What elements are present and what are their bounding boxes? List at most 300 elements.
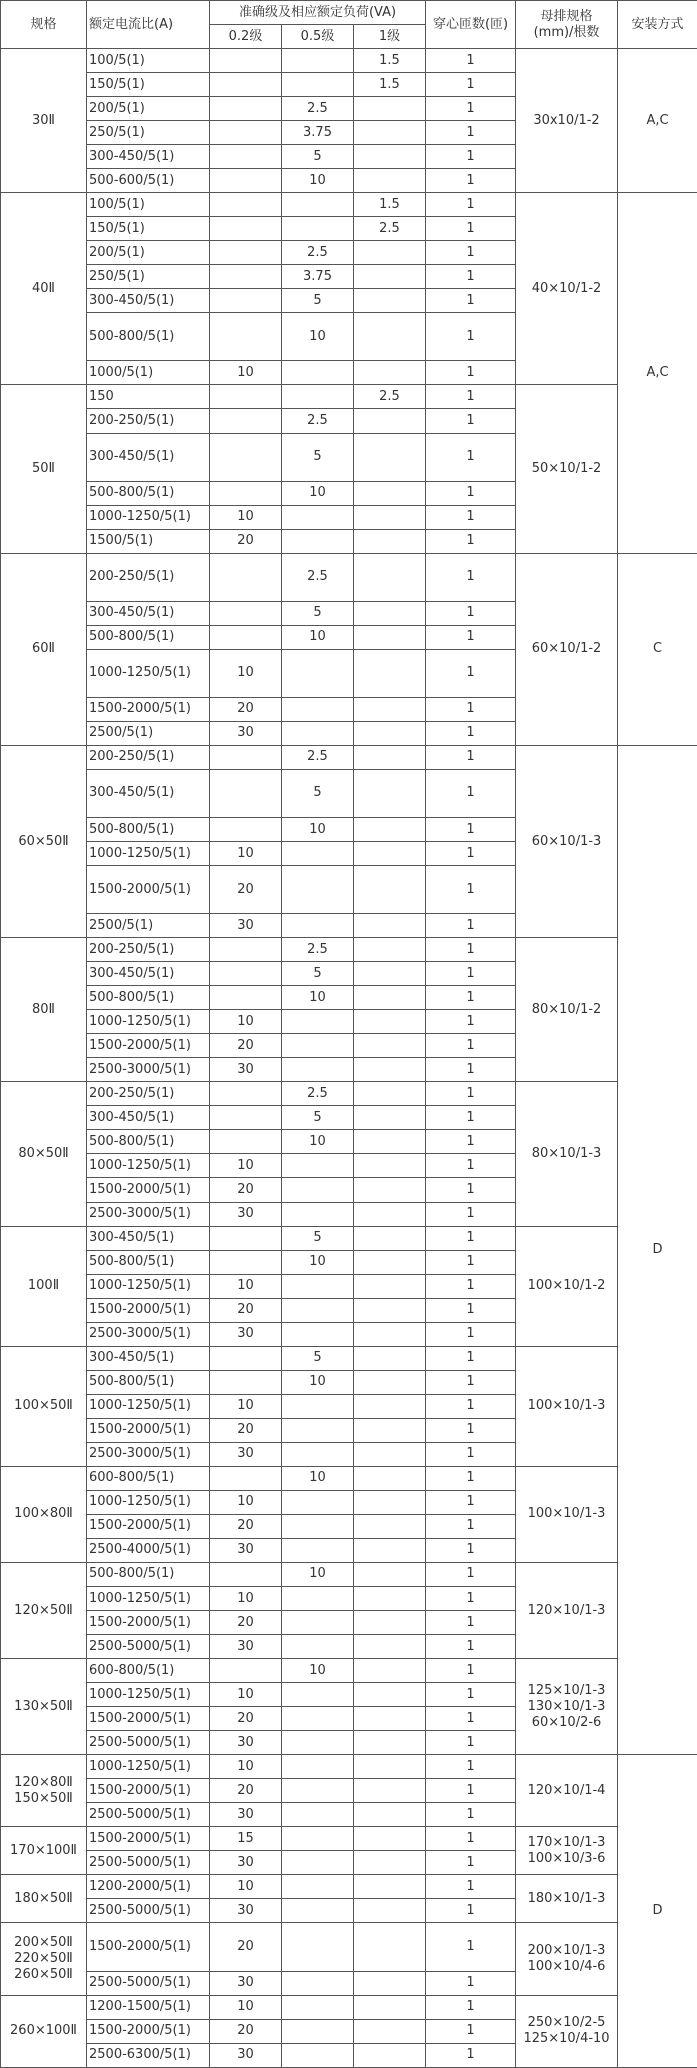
class-02-cell: 20 xyxy=(210,697,282,721)
ratio-cell: 200-250/5(1) xyxy=(87,409,210,433)
ratio-cell: 1500-2000/5(1) xyxy=(87,866,210,914)
table-row xyxy=(1,193,697,217)
class-1-cell xyxy=(354,169,426,193)
class-1-cell xyxy=(354,1707,426,1731)
class-1-cell xyxy=(354,1971,426,1995)
header-busbar-line1: 母排规格 xyxy=(540,8,593,24)
ratio-cell: 1500/5(1) xyxy=(87,529,210,553)
class-05-cell: 5 xyxy=(282,769,354,817)
class-02-cell xyxy=(210,313,282,361)
class-1-cell xyxy=(354,2043,426,2067)
ratio-cell: 300-450/5(1) xyxy=(87,1346,210,1370)
class-1-cell xyxy=(354,697,426,721)
spec-cell xyxy=(1,1923,87,1995)
table-row xyxy=(1,1466,697,1490)
class-02-cell: 20 xyxy=(210,1707,282,1731)
class-1-cell xyxy=(354,1442,426,1466)
ratio-cell: 1000/5(1) xyxy=(87,361,210,385)
turns-cell: 1 xyxy=(426,409,516,433)
class-1-cell xyxy=(354,1827,426,1851)
ratio-cell: 2500-5000/5(1) xyxy=(87,1731,210,1755)
ratio-cell: 500-800/5(1) xyxy=(87,818,210,842)
class-1-cell xyxy=(354,769,426,817)
ratio-cell: 2500-5000/5(1) xyxy=(87,1803,210,1827)
busbar-label: 100×10/1-3 xyxy=(527,1398,606,1414)
turns-cell: 1 xyxy=(426,1683,516,1707)
busbar-label: 125×10/4-10 xyxy=(523,2031,610,2047)
class-1-cell xyxy=(354,1010,426,1034)
ratio-cell: 500-800/5(1) xyxy=(87,1562,210,1586)
table-row xyxy=(1,1659,697,1683)
busbar-cell xyxy=(516,1755,618,1827)
header-turns: 穿心匝数(匝) xyxy=(426,1,516,49)
ratio-cell: 1500-2000/5(1) xyxy=(87,1178,210,1202)
ratio-cell: 200/5(1) xyxy=(87,97,210,121)
class-1-cell xyxy=(354,1611,426,1635)
spec-label: 100×50Ⅱ xyxy=(14,1398,73,1414)
class-05-cell xyxy=(282,217,354,241)
class-05-cell: 5 xyxy=(282,1346,354,1370)
class-05-cell: 3.75 xyxy=(282,121,354,145)
ratio-cell: 500-800/5(1) xyxy=(87,1130,210,1154)
ratio-cell: 1000-1250/5(1) xyxy=(87,1587,210,1611)
ratio-cell: 200/5(1) xyxy=(87,241,210,265)
ratio-cell: 1000-1250/5(1) xyxy=(87,1154,210,1178)
class-1-cell xyxy=(354,1346,426,1370)
class-05-cell xyxy=(282,1538,354,1562)
busbar-cell xyxy=(516,1659,618,1755)
class-1-cell xyxy=(354,1587,426,1611)
class-1-cell xyxy=(354,1298,426,1322)
class-05-cell xyxy=(282,1683,354,1707)
table-row xyxy=(1,385,697,409)
turns-cell: 1 xyxy=(426,866,516,914)
class-05-cell: 3.75 xyxy=(282,265,354,289)
spec-cell xyxy=(1,1755,87,1827)
turns-cell: 1 xyxy=(426,1659,516,1683)
busbar-cell xyxy=(516,193,618,385)
class-02-cell: 15 xyxy=(210,1827,282,1851)
spec-label: 80×50Ⅱ xyxy=(18,1145,69,1161)
busbar-cell xyxy=(516,49,618,193)
class-05-cell xyxy=(282,1779,354,1803)
class-05-cell xyxy=(282,193,354,217)
busbar-label: 80×10/1-3 xyxy=(531,1145,602,1161)
turns-cell: 1 xyxy=(426,1514,516,1538)
header-install: 安装方式 xyxy=(618,1,697,49)
turns-cell: 1 xyxy=(426,1635,516,1659)
turns-cell: 1 xyxy=(426,553,516,601)
class-05-cell xyxy=(282,49,354,73)
class-1-cell xyxy=(354,962,426,986)
spec-label: 200×50Ⅱ xyxy=(14,1934,73,1950)
class-02-cell xyxy=(210,1346,282,1370)
class-1-cell xyxy=(354,1923,426,1971)
class-1-cell xyxy=(354,1683,426,1707)
class-05-cell: 5 xyxy=(282,1226,354,1250)
turns-cell: 1 xyxy=(426,625,516,649)
class-1-cell xyxy=(354,1370,426,1394)
ratio-cell: 150 xyxy=(87,385,210,409)
class-02-cell: 30 xyxy=(210,1058,282,1082)
header-busbar-line2: (mm)/根数 xyxy=(533,24,600,40)
turns-cell: 1 xyxy=(426,1490,516,1514)
class-1-cell: 1.5 xyxy=(354,49,426,73)
class-1-cell xyxy=(354,1226,426,1250)
ratio-cell: 2500-3000/5(1) xyxy=(87,1202,210,1226)
spec-label: 170×100Ⅱ xyxy=(10,1842,77,1858)
class-05-cell xyxy=(282,866,354,914)
spec-cell xyxy=(1,938,87,1082)
busbar-label: 100×10/4-6 xyxy=(527,1958,606,1974)
header-busbar xyxy=(516,1,618,49)
class-02-cell xyxy=(210,1226,282,1250)
busbar-label: 120×10/1-4 xyxy=(527,1782,606,1798)
class-02-cell xyxy=(210,1466,282,1490)
class-05-cell: 10 xyxy=(282,986,354,1010)
busbar-label: 100×10/1-2 xyxy=(527,1278,606,1294)
class-02-cell: 30 xyxy=(210,1971,282,1995)
class-05-cell: 5 xyxy=(282,962,354,986)
class-02-cell: 10 xyxy=(210,361,282,385)
turns-cell: 1 xyxy=(426,697,516,721)
ratio-cell: 1500-2000/5(1) xyxy=(87,1707,210,1731)
ratio-cell: 500-800/5(1) xyxy=(87,1250,210,1274)
class-1-cell xyxy=(354,433,426,481)
turns-cell: 1 xyxy=(426,361,516,385)
turns-cell: 1 xyxy=(426,121,516,145)
class-1-cell xyxy=(354,1875,426,1899)
turns-cell: 1 xyxy=(426,313,516,361)
class-1-cell xyxy=(354,1899,426,1923)
class-02-cell xyxy=(210,289,282,313)
class-02-cell xyxy=(210,962,282,986)
ratio-cell: 500-800/5(1) xyxy=(87,625,210,649)
class-1-cell xyxy=(354,649,426,697)
class-1-cell: 2.5 xyxy=(354,217,426,241)
class-1-cell xyxy=(354,1538,426,1562)
class-05-cell xyxy=(282,73,354,97)
table-row xyxy=(1,1755,697,1779)
turns-cell: 1 xyxy=(426,481,516,505)
table-row xyxy=(1,1923,697,1971)
class-02-cell: 10 xyxy=(210,1154,282,1178)
class-1-cell xyxy=(354,1154,426,1178)
busbar-label: 125×10/1-3 xyxy=(527,1682,606,1698)
class-05-cell xyxy=(282,1058,354,1082)
class-05-cell xyxy=(282,1418,354,1442)
busbar-cell xyxy=(516,1827,618,1875)
turns-cell: 1 xyxy=(426,1298,516,1322)
ratio-cell: 300-450/5(1) xyxy=(87,145,210,169)
class-02-cell: 10 xyxy=(210,842,282,866)
turns-cell: 1 xyxy=(426,1707,516,1731)
turns-cell: 1 xyxy=(426,1322,516,1346)
class-05-cell xyxy=(282,1923,354,1971)
turns-cell: 1 xyxy=(426,1226,516,1250)
turns-cell: 1 xyxy=(426,1250,516,1274)
class-05-cell xyxy=(282,505,354,529)
turns-cell: 1 xyxy=(426,769,516,817)
turns-cell: 1 xyxy=(426,1538,516,1562)
turns-cell: 1 xyxy=(426,1611,516,1635)
ratio-cell: 2500-5000/5(1) xyxy=(87,1851,210,1875)
spec-label: 30Ⅱ xyxy=(32,112,55,128)
turns-cell: 1 xyxy=(426,1058,516,1082)
class-1-cell xyxy=(354,1803,426,1827)
turns-cell: 1 xyxy=(426,1875,516,1899)
busbar-label: 40×10/1-2 xyxy=(531,280,602,296)
busbar-label: 60×10/2-6 xyxy=(531,1714,602,1730)
class-05-cell: 2.5 xyxy=(282,241,354,265)
class-05-cell xyxy=(282,1178,354,1202)
class-02-cell xyxy=(210,97,282,121)
ratio-cell: 2500-3000/5(1) xyxy=(87,1322,210,1346)
install-cell: A,C xyxy=(618,49,697,193)
ratio-cell: 1000-1250/5(1) xyxy=(87,505,210,529)
ratio-cell: 1000-1250/5(1) xyxy=(87,649,210,697)
class-02-cell xyxy=(210,1562,282,1586)
class-05-cell xyxy=(282,1899,354,1923)
class-1-cell xyxy=(354,601,426,625)
class-1-cell xyxy=(354,1034,426,1058)
busbar-cell xyxy=(516,1923,618,1995)
turns-cell: 1 xyxy=(426,1562,516,1586)
ratio-cell: 1000-1250/5(1) xyxy=(87,1755,210,1779)
table-row xyxy=(1,938,697,962)
class-1-cell xyxy=(354,289,426,313)
busbar-label: 100×10/1-3 xyxy=(527,1506,606,1522)
class-05-cell xyxy=(282,1202,354,1226)
ratio-cell: 2500-5000/5(1) xyxy=(87,1635,210,1659)
class-02-cell xyxy=(210,193,282,217)
class-02-cell: 20 xyxy=(210,1298,282,1322)
class-05-cell xyxy=(282,697,354,721)
table-row xyxy=(1,1827,697,1851)
turns-cell: 1 xyxy=(426,49,516,73)
class-02-cell: 20 xyxy=(210,1514,282,1538)
class-05-cell: 10 xyxy=(282,1466,354,1490)
class-05-cell xyxy=(282,1755,354,1779)
class-02-cell xyxy=(210,745,282,769)
class-05-cell: 5 xyxy=(282,433,354,481)
class-1-cell xyxy=(354,818,426,842)
class-05-cell xyxy=(282,1995,354,2019)
busbar-label: 180×10/1-3 xyxy=(527,1890,606,1906)
turns-cell: 1 xyxy=(426,1202,516,1226)
class-05-cell xyxy=(282,1875,354,1899)
class-05-cell xyxy=(282,1154,354,1178)
ratio-cell: 300-450/5(1) xyxy=(87,433,210,481)
class-1-cell xyxy=(354,1514,426,1538)
class-1-cell xyxy=(354,1130,426,1154)
class-1-cell xyxy=(354,842,426,866)
ratio-cell: 200-250/5(1) xyxy=(87,553,210,601)
class-05-cell xyxy=(282,2043,354,2067)
spec-cell xyxy=(1,49,87,193)
class-05-cell xyxy=(282,842,354,866)
ratio-cell: 1500-2000/5(1) xyxy=(87,1779,210,1803)
turns-cell: 1 xyxy=(426,529,516,553)
spec-cell xyxy=(1,1346,87,1466)
class-1-cell xyxy=(354,145,426,169)
class-02-cell: 30 xyxy=(210,1635,282,1659)
class-1-cell xyxy=(354,745,426,769)
class-02-cell: 30 xyxy=(210,1851,282,1875)
busbar-cell xyxy=(516,1226,618,1346)
class-1-cell xyxy=(354,481,426,505)
spec-cell xyxy=(1,1995,87,2067)
turns-cell: 1 xyxy=(426,241,516,265)
turns-cell: 1 xyxy=(426,1587,516,1611)
class-1-cell xyxy=(354,409,426,433)
class-05-cell xyxy=(282,649,354,697)
class-1-cell xyxy=(354,1418,426,1442)
class-02-cell xyxy=(210,818,282,842)
class-05-cell xyxy=(282,1971,354,1995)
header-accuracy: 准确级及相应额定负荷(VA) xyxy=(210,1,426,25)
turns-cell: 1 xyxy=(426,1923,516,1971)
ratio-cell: 1000-1250/5(1) xyxy=(87,842,210,866)
ratio-cell: 300-450/5(1) xyxy=(87,289,210,313)
ratio-cell: 200-250/5(1) xyxy=(87,1082,210,1106)
class-05-cell: 2.5 xyxy=(282,97,354,121)
class-02-cell: 30 xyxy=(210,2043,282,2067)
class-05-cell: 2.5 xyxy=(282,553,354,601)
ratio-cell: 1000-1250/5(1) xyxy=(87,1010,210,1034)
class-05-cell: 10 xyxy=(282,1130,354,1154)
class-02-cell xyxy=(210,481,282,505)
class-1-cell: 1.5 xyxy=(354,193,426,217)
class-02-cell xyxy=(210,409,282,433)
table-row xyxy=(1,1995,697,2019)
class-02-cell: 20 xyxy=(210,1178,282,1202)
class-05-cell xyxy=(282,1274,354,1298)
ratio-cell: 500-800/5(1) xyxy=(87,986,210,1010)
class-02-cell xyxy=(210,49,282,73)
ratio-cell: 1500-2000/5(1) xyxy=(87,1034,210,1058)
class-05-cell xyxy=(282,1034,354,1058)
class-1-cell xyxy=(354,265,426,289)
class-05-cell: 10 xyxy=(282,625,354,649)
spec-label: 260×100Ⅱ xyxy=(10,2023,77,2039)
turns-cell: 1 xyxy=(426,217,516,241)
class-05-cell: 10 xyxy=(282,1659,354,1683)
class-02-cell xyxy=(210,1130,282,1154)
class-05-cell: 10 xyxy=(282,818,354,842)
ratio-cell: 1500-2000/5(1) xyxy=(87,1923,210,1971)
turns-cell: 1 xyxy=(426,433,516,481)
turns-cell: 1 xyxy=(426,1130,516,1154)
ratio-cell: 150/5(1) xyxy=(87,73,210,97)
class-1-cell xyxy=(354,625,426,649)
turns-cell: 1 xyxy=(426,1466,516,1490)
class-02-cell: 10 xyxy=(210,1010,282,1034)
ratio-cell: 500-800/5(1) xyxy=(87,313,210,361)
class-02-cell: 20 xyxy=(210,866,282,914)
spec-cell xyxy=(1,385,87,553)
class-05-cell xyxy=(282,1490,354,1514)
class-02-cell: 10 xyxy=(210,1274,282,1298)
spec-cell xyxy=(1,553,87,745)
busbar-label: 50×10/1-2 xyxy=(531,461,602,477)
class-05-cell: 5 xyxy=(282,1106,354,1130)
ratio-cell: 2500-4000/5(1) xyxy=(87,1538,210,1562)
class-05-cell xyxy=(282,1731,354,1755)
class-02-cell: 30 xyxy=(210,1899,282,1923)
class-02-cell: 20 xyxy=(210,529,282,553)
class-05-cell: 10 xyxy=(282,1370,354,1394)
class-05-cell xyxy=(282,529,354,553)
turns-cell: 1 xyxy=(426,914,516,938)
turns-cell: 1 xyxy=(426,1731,516,1755)
turns-cell: 1 xyxy=(426,721,516,745)
spec-label: 50Ⅱ xyxy=(32,461,55,477)
turns-cell: 1 xyxy=(426,986,516,1010)
class-1-cell xyxy=(354,1779,426,1803)
busbar-label: 100×10/3-6 xyxy=(527,1850,606,1866)
ratio-cell: 250/5(1) xyxy=(87,265,210,289)
busbar-label: 130×10/1-3 xyxy=(527,1698,606,1714)
install-cell: C xyxy=(618,553,697,745)
table-row xyxy=(1,1875,697,1899)
class-05-cell: 10 xyxy=(282,1562,354,1586)
table-body xyxy=(1,49,697,2068)
class-02-cell xyxy=(210,241,282,265)
class-02-cell: 30 xyxy=(210,1538,282,1562)
turns-cell: 1 xyxy=(426,1803,516,1827)
class-02-cell xyxy=(210,217,282,241)
turns-cell: 1 xyxy=(426,1010,516,1034)
class-05-cell xyxy=(282,1827,354,1851)
class-02-cell xyxy=(210,553,282,601)
class-02-cell: 30 xyxy=(210,1731,282,1755)
class-05-cell xyxy=(282,1010,354,1034)
busbar-cell xyxy=(516,1562,618,1658)
turns-cell: 1 xyxy=(426,385,516,409)
table-row xyxy=(1,745,697,769)
ratio-cell: 2500/5(1) xyxy=(87,721,210,745)
class-05-cell xyxy=(282,1851,354,1875)
ratio-cell: 2500/5(1) xyxy=(87,914,210,938)
turns-cell: 1 xyxy=(426,1154,516,1178)
table-row xyxy=(1,1082,697,1106)
spec-cell xyxy=(1,1226,87,1346)
busbar-label: 250×10/2-5 xyxy=(527,2015,606,2031)
class-02-cell: 10 xyxy=(210,1875,282,1899)
turns-cell: 1 xyxy=(426,2019,516,2043)
turns-cell: 1 xyxy=(426,1178,516,1202)
class-05-cell xyxy=(282,385,354,409)
class-02-cell: 20 xyxy=(210,1611,282,1635)
turns-cell: 1 xyxy=(426,169,516,193)
busbar-label: 200×10/1-3 xyxy=(527,1942,606,1958)
install-cell: A,C xyxy=(618,193,697,553)
ratio-cell: 2500-6300/5(1) xyxy=(87,2043,210,2067)
class-05-cell xyxy=(282,361,354,385)
ratio-cell: 600-800/5(1) xyxy=(87,1466,210,1490)
turns-cell: 1 xyxy=(426,1106,516,1130)
class-02-cell: 20 xyxy=(210,1418,282,1442)
class-05-cell: 10 xyxy=(282,481,354,505)
spec-label: 40Ⅱ xyxy=(32,280,55,296)
class-1-cell xyxy=(354,1851,426,1875)
spec-label: 180×50Ⅱ xyxy=(14,1890,73,1906)
class-05-cell xyxy=(282,1322,354,1346)
ratio-cell: 300-450/5(1) xyxy=(87,962,210,986)
class-02-cell xyxy=(210,385,282,409)
class-02-cell: 10 xyxy=(210,505,282,529)
